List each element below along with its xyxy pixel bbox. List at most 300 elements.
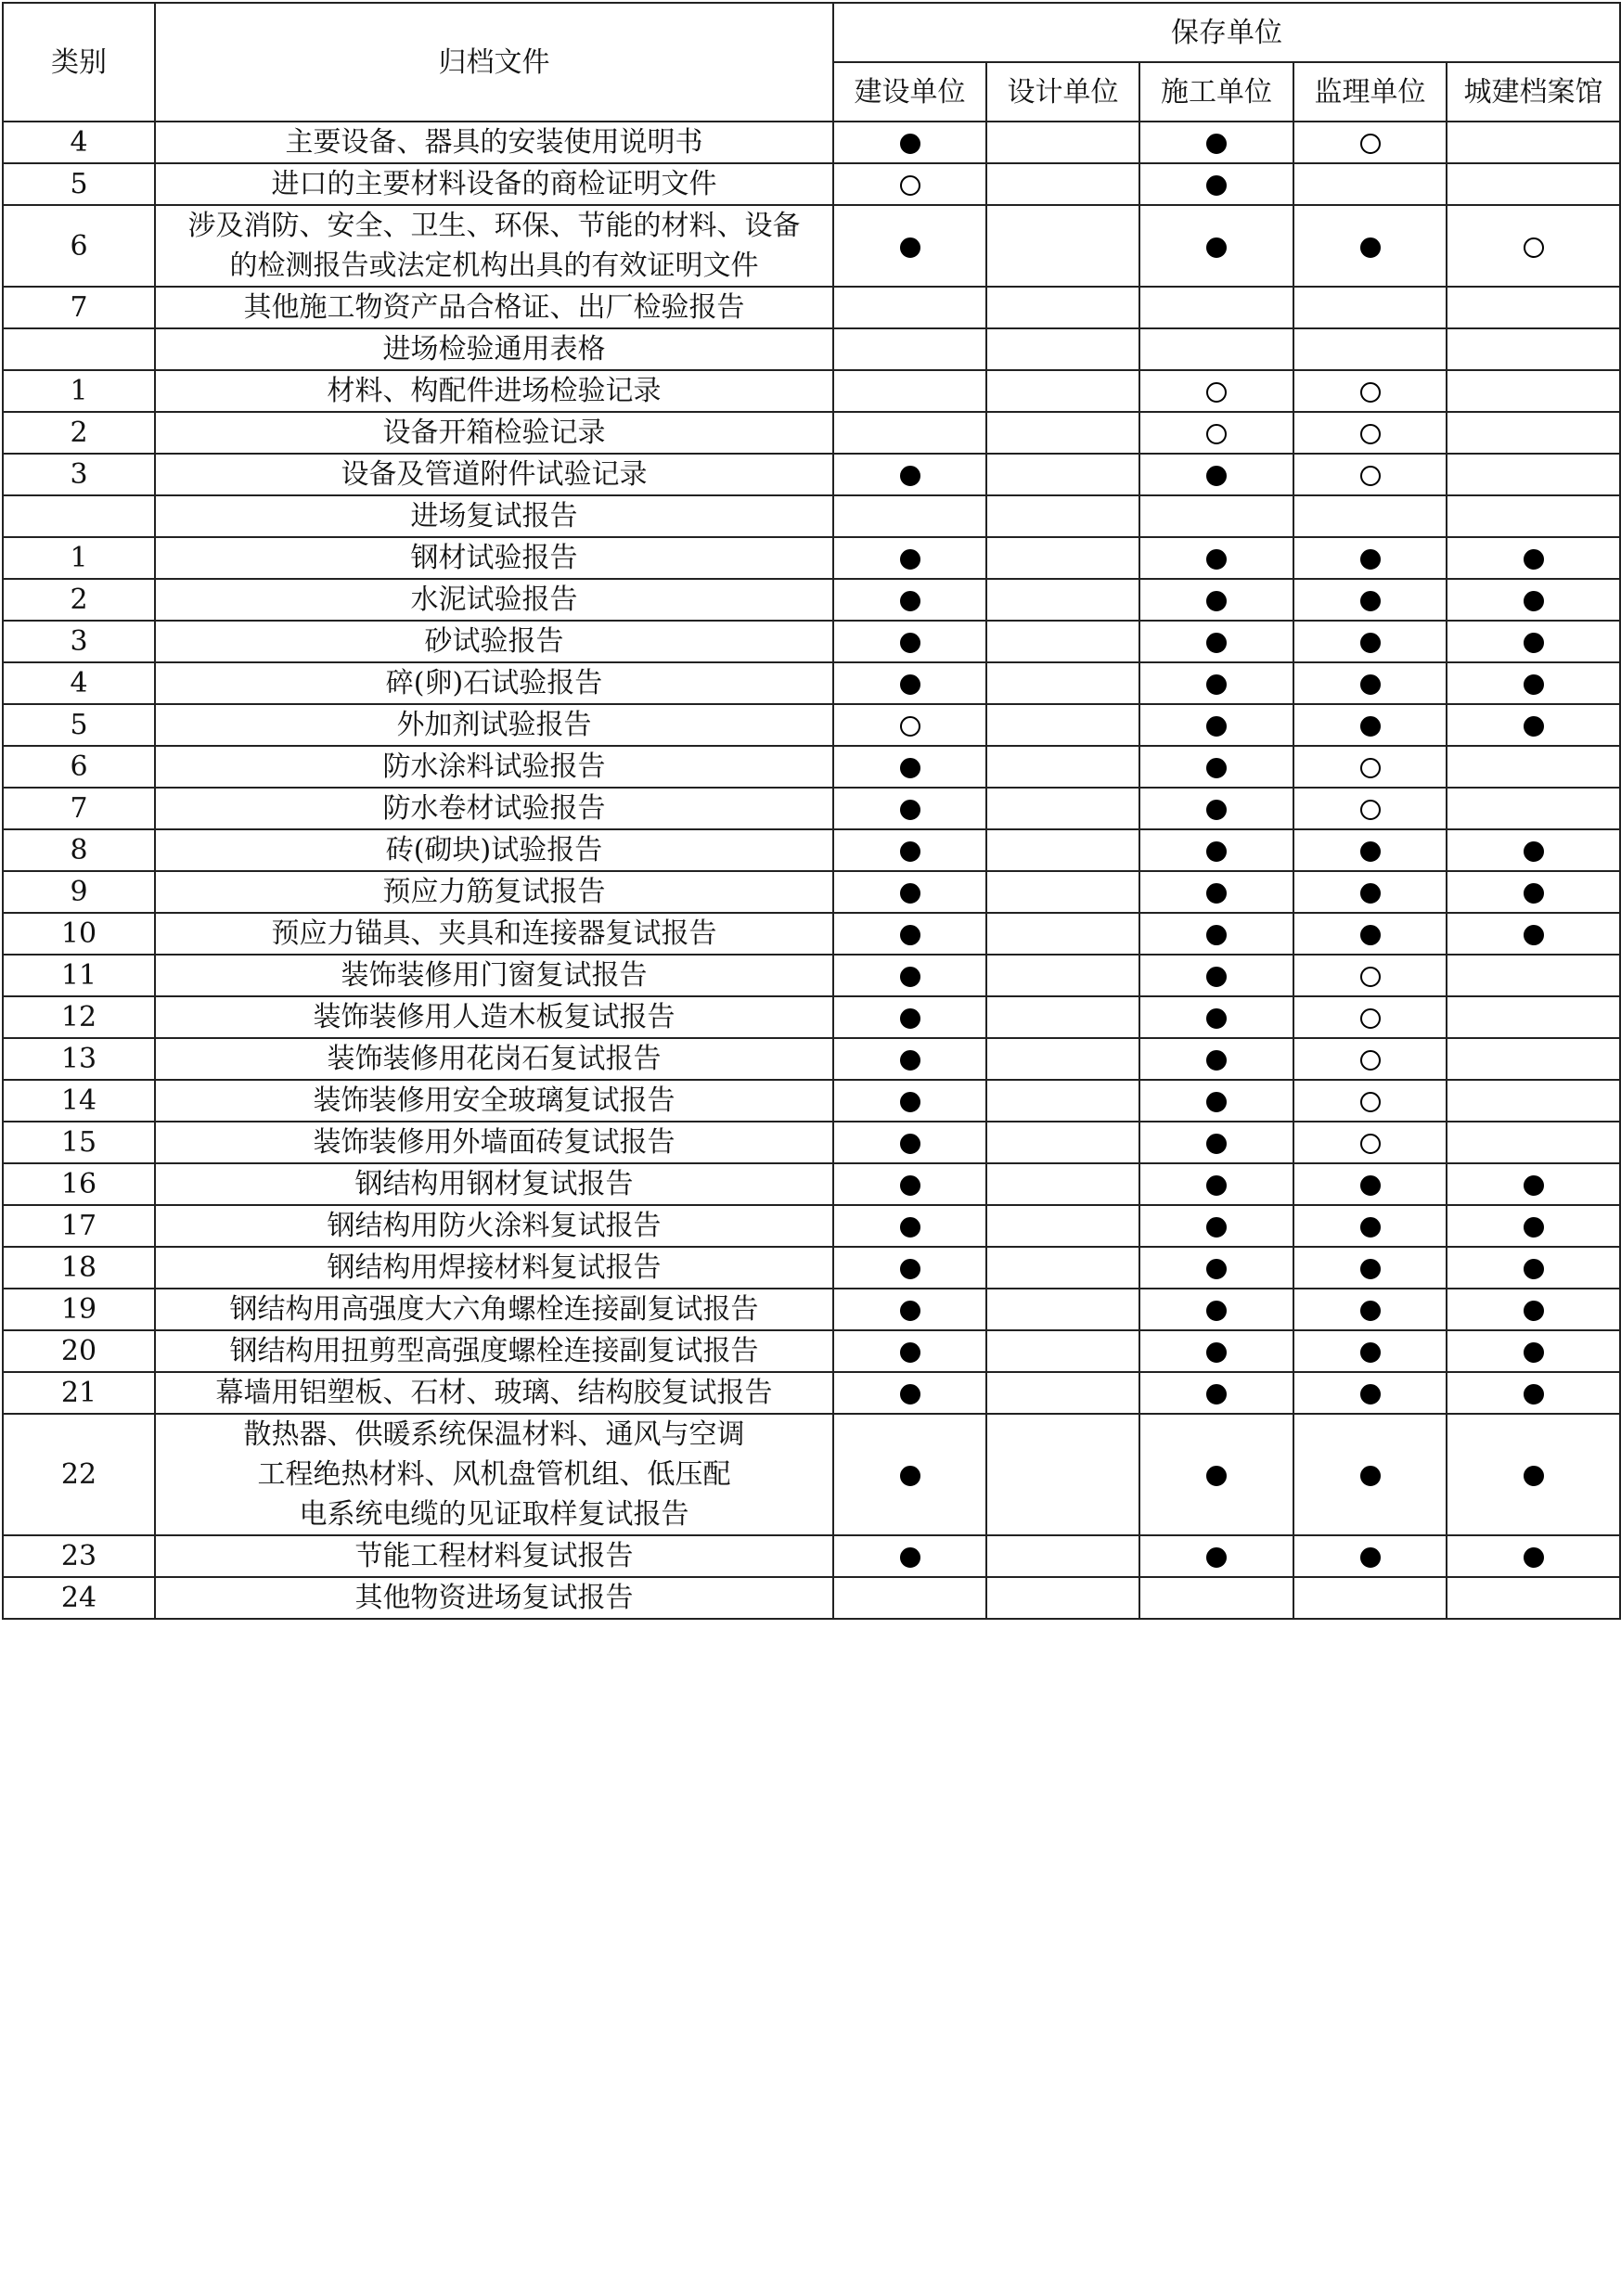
row-mark-cell [986, 955, 1139, 996]
row-document: 装饰装修用安全玻璃复试报告 [155, 1080, 833, 1122]
filled-circle-mark [1206, 633, 1227, 653]
table-row [3, 621, 1620, 662]
row-number: 11 [3, 955, 155, 996]
filled-circle-mark [1360, 1301, 1381, 1321]
row-mark-cell [833, 1205, 986, 1247]
hollow-circle-mark [1360, 1134, 1381, 1154]
filled-circle-mark [900, 800, 920, 820]
row-mark-cell [833, 205, 986, 287]
hollow-circle-mark [1360, 800, 1381, 820]
table-row [3, 122, 1620, 163]
hollow-circle-mark [1360, 134, 1381, 154]
hollow-circle-mark [1206, 424, 1227, 444]
row-mark-cell [1139, 122, 1293, 163]
row-document: 其他施工物资产品合格证、出厂检验报告 [155, 287, 833, 328]
row-number: 17 [3, 1205, 155, 1247]
row-mark-cell [1139, 1247, 1293, 1289]
row-mark-cell [833, 1414, 986, 1535]
row-mark-cell [986, 1205, 1139, 1247]
row-mark-cell [1447, 287, 1620, 328]
row-document: 防水卷材试验报告 [155, 788, 833, 829]
table-row [3, 1414, 1620, 1535]
filled-circle-mark [900, 591, 920, 611]
row-mark-cell [1293, 412, 1447, 454]
filled-circle-mark [1360, 591, 1381, 611]
row-mark-cell [1447, 163, 1620, 205]
row-mark-cell [986, 1163, 1139, 1205]
table-row [3, 955, 1620, 996]
filled-circle-mark [1206, 1050, 1227, 1071]
filled-circle-mark [900, 1092, 920, 1112]
row-mark-cell [1293, 1330, 1447, 1372]
row-document: 主要设备、器具的安装使用说明书 [155, 122, 833, 163]
filled-circle-mark [1524, 1217, 1544, 1238]
row-mark-cell [833, 1080, 986, 1122]
row-mark-cell [1139, 205, 1293, 287]
row-mark-cell [1139, 370, 1293, 412]
table-row [3, 1205, 1620, 1247]
row-mark-cell [986, 1289, 1139, 1330]
row-mark-cell [1293, 704, 1447, 746]
row-mark-cell [1447, 370, 1620, 412]
row-mark-cell [1447, 1535, 1620, 1577]
row-mark-cell [833, 704, 986, 746]
row-mark-cell [986, 370, 1139, 412]
row-document: 装饰装修用花岗石复试报告 [155, 1038, 833, 1080]
filled-circle-mark [1206, 134, 1227, 154]
row-number: 4 [3, 122, 155, 163]
header-keepers-group: 保存单位 [833, 3, 1620, 62]
row-mark-cell [833, 1577, 986, 1619]
row-mark-cell [1293, 537, 1447, 579]
filled-circle-mark [900, 134, 920, 154]
filled-circle-mark [1206, 466, 1227, 486]
row-mark-cell [1447, 1205, 1620, 1247]
table-row [3, 1535, 1620, 1577]
row-mark-cell [1139, 454, 1293, 495]
row-mark-cell [1139, 537, 1293, 579]
row-mark-cell [986, 205, 1139, 287]
row-mark-cell [1139, 1414, 1293, 1535]
row-mark-cell [1293, 788, 1447, 829]
row-mark-cell [1447, 412, 1620, 454]
row-document: 钢材试验报告 [155, 537, 833, 579]
filled-circle-mark [900, 549, 920, 570]
table-row [3, 287, 1620, 328]
row-document: 涉及消防、安全、卫生、环保、节能的材料、设备 的检测报告或法定机构出具的有效证明文件 [155, 205, 833, 287]
filled-circle-mark [1524, 591, 1544, 611]
row-number: 2 [3, 412, 155, 454]
row-document: 装饰装修用人造木板复试报告 [155, 996, 833, 1038]
row-mark-cell [1293, 287, 1447, 328]
row-mark-cell [1139, 1038, 1293, 1080]
row-document: 进场检验通用表格 [155, 328, 833, 370]
row-mark-cell [986, 1038, 1139, 1080]
table-row [3, 163, 1620, 205]
row-mark-cell [1293, 1414, 1447, 1535]
filled-circle-mark [900, 1301, 920, 1321]
row-document: 其他物资进场复试报告 [155, 1577, 833, 1619]
row-mark-cell [986, 412, 1139, 454]
table-row [3, 579, 1620, 621]
row-mark-cell [986, 163, 1139, 205]
row-number: 3 [3, 621, 155, 662]
row-mark-cell [1293, 746, 1447, 788]
row-mark-cell [1447, 1330, 1620, 1372]
table-row [3, 1577, 1620, 1619]
row-mark-cell [1139, 871, 1293, 913]
table-row [3, 704, 1620, 746]
row-mark-cell [986, 913, 1139, 955]
filled-circle-mark [900, 466, 920, 486]
row-number: 10 [3, 913, 155, 955]
filled-circle-mark [1524, 1175, 1544, 1196]
filled-circle-mark [1524, 674, 1544, 695]
row-mark-cell [986, 287, 1139, 328]
table-row [3, 746, 1620, 788]
row-mark-cell [986, 996, 1139, 1038]
filled-circle-mark [900, 1217, 920, 1238]
table-row [3, 662, 1620, 704]
filled-circle-mark [1360, 237, 1381, 258]
filled-circle-mark [1206, 1092, 1227, 1112]
row-mark-cell [986, 1372, 1139, 1414]
row-mark-cell [833, 122, 986, 163]
hollow-circle-mark [1360, 758, 1381, 778]
filled-circle-mark [1360, 1217, 1381, 1238]
row-mark-cell [986, 328, 1139, 370]
row-mark-cell [986, 788, 1139, 829]
filled-circle-mark [1206, 1134, 1227, 1154]
row-document: 钢结构用扭剪型高强度螺栓连接副复试报告 [155, 1330, 833, 1372]
row-mark-cell [986, 1414, 1139, 1535]
row-mark-cell [1139, 1080, 1293, 1122]
filled-circle-mark [1360, 1547, 1381, 1568]
filled-circle-mark [1206, 549, 1227, 570]
row-mark-cell [1139, 955, 1293, 996]
filled-circle-mark [1360, 674, 1381, 695]
row-number: 9 [3, 871, 155, 913]
row-mark-cell [1293, 621, 1447, 662]
row-mark-cell [986, 579, 1139, 621]
row-mark-cell [1139, 287, 1293, 328]
table-row [3, 829, 1620, 871]
table-row [3, 370, 1620, 412]
hollow-circle-mark [1206, 382, 1227, 403]
row-mark-cell [1293, 163, 1447, 205]
filled-circle-mark [1360, 1384, 1381, 1405]
row-mark-cell [833, 287, 986, 328]
row-mark-cell [1293, 1038, 1447, 1080]
row-mark-cell [1139, 412, 1293, 454]
filled-circle-mark [1206, 883, 1227, 904]
hollow-circle-mark [900, 716, 920, 737]
row-document: 钢结构用钢材复试报告 [155, 1163, 833, 1205]
row-mark-cell [1447, 704, 1620, 746]
filled-circle-mark [1360, 883, 1381, 904]
row-mark-cell [1447, 454, 1620, 495]
row-mark-cell [1447, 1372, 1620, 1414]
hollow-circle-mark [1360, 1092, 1381, 1112]
table-row [3, 871, 1620, 913]
filled-circle-mark [1206, 1259, 1227, 1279]
row-mark-cell [986, 662, 1139, 704]
row-mark-cell [833, 996, 986, 1038]
row-mark-cell [833, 537, 986, 579]
filled-circle-mark [1206, 1175, 1227, 1196]
filled-circle-mark [1206, 1008, 1227, 1029]
table-row [3, 788, 1620, 829]
row-mark-cell [1139, 913, 1293, 955]
row-mark-cell [833, 1163, 986, 1205]
row-mark-cell [1293, 328, 1447, 370]
row-number: 15 [3, 1122, 155, 1163]
filled-circle-mark [1206, 591, 1227, 611]
hollow-circle-mark [1360, 1050, 1381, 1071]
filled-circle-mark [1360, 841, 1381, 862]
row-number: 8 [3, 829, 155, 871]
filled-circle-mark [900, 1008, 920, 1029]
header-unit-design: 设计单位 [986, 62, 1139, 122]
table-row [3, 1163, 1620, 1205]
row-mark-cell [833, 913, 986, 955]
row-mark-cell [1447, 955, 1620, 996]
row-mark-cell [986, 1247, 1139, 1289]
filled-circle-mark [900, 1259, 920, 1279]
filled-circle-mark [1206, 758, 1227, 778]
row-number: 5 [3, 704, 155, 746]
row-mark-cell [833, 746, 986, 788]
header-unit-archive: 城建档案馆 [1447, 62, 1620, 122]
row-mark-cell [1293, 1289, 1447, 1330]
filled-circle-mark [1206, 925, 1227, 945]
row-mark-cell [1139, 163, 1293, 205]
filled-circle-mark [1524, 1384, 1544, 1405]
row-document: 预应力锚具、夹具和连接器复试报告 [155, 913, 833, 955]
table-row [3, 454, 1620, 495]
filled-circle-mark [1524, 883, 1544, 904]
row-mark-cell [986, 1535, 1139, 1577]
row-mark-cell [833, 1330, 986, 1372]
filled-circle-mark [1206, 967, 1227, 987]
row-number: 7 [3, 287, 155, 328]
filled-circle-mark [900, 1134, 920, 1154]
row-document: 材料、构配件进场检验记录 [155, 370, 833, 412]
row-mark-cell [1139, 1372, 1293, 1414]
row-mark-cell [1293, 662, 1447, 704]
row-mark-cell [1447, 1038, 1620, 1080]
row-number: 16 [3, 1163, 155, 1205]
row-mark-cell [986, 704, 1139, 746]
table-body [3, 122, 1620, 1619]
row-mark-cell [833, 955, 986, 996]
row-mark-cell [986, 1577, 1139, 1619]
row-mark-cell [833, 328, 986, 370]
filled-circle-mark [1206, 841, 1227, 862]
filled-circle-mark [1206, 1342, 1227, 1363]
row-mark-cell [1139, 579, 1293, 621]
row-mark-cell [986, 122, 1139, 163]
filled-circle-mark [1524, 841, 1544, 862]
row-mark-cell [833, 1122, 986, 1163]
row-mark-cell [833, 579, 986, 621]
filled-circle-mark [900, 1384, 920, 1405]
row-document: 防水涂料试验报告 [155, 746, 833, 788]
filled-circle-mark [1524, 1466, 1544, 1486]
row-number: 1 [3, 537, 155, 579]
table-row [3, 913, 1620, 955]
filled-circle-mark [1524, 1259, 1544, 1279]
filled-circle-mark [1360, 1259, 1381, 1279]
row-mark-cell [1139, 1577, 1293, 1619]
row-mark-cell [1139, 328, 1293, 370]
row-mark-cell [986, 1330, 1139, 1372]
row-mark-cell [986, 537, 1139, 579]
row-number: 13 [3, 1038, 155, 1080]
filled-circle-mark [1360, 716, 1381, 737]
filled-circle-mark [900, 841, 920, 862]
row-mark-cell [1447, 662, 1620, 704]
row-mark-cell [1293, 955, 1447, 996]
header-document: 归档文件 [155, 3, 833, 122]
row-mark-cell [1293, 913, 1447, 955]
row-mark-cell [1293, 122, 1447, 163]
hollow-circle-mark [1524, 237, 1544, 258]
row-mark-cell [986, 1122, 1139, 1163]
row-mark-cell [1293, 205, 1447, 287]
table-row [3, 1330, 1620, 1372]
filled-circle-mark [900, 925, 920, 945]
row-mark-cell [1293, 495, 1447, 537]
filled-circle-mark [1206, 1547, 1227, 1568]
filled-circle-mark [1360, 1466, 1381, 1486]
row-number: 14 [3, 1080, 155, 1122]
row-mark-cell [833, 621, 986, 662]
table-row [3, 412, 1620, 454]
row-mark-cell [1293, 454, 1447, 495]
filled-circle-mark [1524, 1547, 1544, 1568]
filled-circle-mark [1206, 1217, 1227, 1238]
row-mark-cell [986, 621, 1139, 662]
filled-circle-mark [1524, 925, 1544, 945]
filled-circle-mark [1206, 175, 1227, 196]
row-number: 5 [3, 163, 155, 205]
hollow-circle-mark [1360, 466, 1381, 486]
filled-circle-mark [1206, 1301, 1227, 1321]
row-mark-cell [1139, 1289, 1293, 1330]
row-mark-cell [1447, 579, 1620, 621]
row-mark-cell [1447, 1247, 1620, 1289]
row-mark-cell [1293, 1205, 1447, 1247]
filled-circle-mark [1206, 237, 1227, 258]
filled-circle-mark [900, 883, 920, 904]
filled-circle-mark [900, 1547, 920, 1568]
row-mark-cell [1447, 788, 1620, 829]
table-row [3, 1038, 1620, 1080]
row-mark-cell [833, 495, 986, 537]
row-mark-cell [1293, 1163, 1447, 1205]
row-mark-cell [986, 454, 1139, 495]
row-mark-cell [1139, 1330, 1293, 1372]
row-document: 散热器、供暖系统保温材料、通风与空调 工程绝热材料、风机盘管机组、低压配 电系统电缆的见证取样复试报告 [155, 1414, 833, 1535]
row-document: 外加剂试验报告 [155, 704, 833, 746]
row-number: 3 [3, 454, 155, 495]
filled-circle-mark [1360, 1342, 1381, 1363]
row-mark-cell [1447, 1577, 1620, 1619]
filled-circle-mark [1206, 674, 1227, 695]
row-mark-cell [1293, 579, 1447, 621]
header-unit-supervisor: 监理单位 [1293, 62, 1447, 122]
row-number: 21 [3, 1372, 155, 1414]
filled-circle-mark [1524, 1301, 1544, 1321]
header-unit-contractor: 施工单位 [1139, 62, 1293, 122]
filled-circle-mark [1524, 1342, 1544, 1363]
row-mark-cell [833, 871, 986, 913]
filled-circle-mark [1360, 1175, 1381, 1196]
row-document: 预应力筋复试报告 [155, 871, 833, 913]
row-mark-cell [1447, 829, 1620, 871]
row-document: 节能工程材料复试报告 [155, 1535, 833, 1577]
row-mark-cell [833, 829, 986, 871]
row-number: 20 [3, 1330, 155, 1372]
row-mark-cell [833, 662, 986, 704]
row-number: 2 [3, 579, 155, 621]
row-mark-cell [1139, 829, 1293, 871]
row-document: 水泥试验报告 [155, 579, 833, 621]
filled-circle-mark [900, 967, 920, 987]
row-mark-cell [1447, 1414, 1620, 1535]
row-mark-cell [1139, 746, 1293, 788]
row-mark-cell [1293, 1122, 1447, 1163]
row-number: 24 [3, 1577, 155, 1619]
row-number [3, 328, 155, 370]
filled-circle-mark [1524, 549, 1544, 570]
row-mark-cell [1139, 495, 1293, 537]
row-document: 装饰装修用外墙面砖复试报告 [155, 1122, 833, 1163]
row-mark-cell [986, 746, 1139, 788]
row-document: 砂试验报告 [155, 621, 833, 662]
filled-circle-mark [900, 1175, 920, 1196]
filled-circle-mark [1206, 1466, 1227, 1486]
table-row [3, 1289, 1620, 1330]
row-mark-cell [1293, 1535, 1447, 1577]
row-mark-cell [1447, 1289, 1620, 1330]
row-mark-cell [1447, 996, 1620, 1038]
row-document: 钢结构用高强度大六角螺栓连接副复试报告 [155, 1289, 833, 1330]
row-mark-cell [1447, 621, 1620, 662]
row-document: 钢结构用防火涂料复试报告 [155, 1205, 833, 1247]
row-number: 1 [3, 370, 155, 412]
row-mark-cell [1447, 871, 1620, 913]
filled-circle-mark [1524, 633, 1544, 653]
row-mark-cell [1139, 704, 1293, 746]
row-mark-cell [1293, 871, 1447, 913]
row-document: 进场复试报告 [155, 495, 833, 537]
table-row [3, 205, 1620, 287]
filled-circle-mark [1206, 800, 1227, 820]
row-mark-cell [833, 788, 986, 829]
table-row [3, 537, 1620, 579]
filled-circle-mark [900, 1466, 920, 1486]
row-mark-cell [1447, 495, 1620, 537]
row-mark-cell [833, 1535, 986, 1577]
row-document: 碎(卵)石试验报告 [155, 662, 833, 704]
row-mark-cell [1447, 1163, 1620, 1205]
filled-circle-mark [900, 1050, 920, 1071]
hollow-circle-mark [1360, 967, 1381, 987]
row-document: 钢结构用焊接材料复试报告 [155, 1247, 833, 1289]
row-mark-cell [1447, 1122, 1620, 1163]
